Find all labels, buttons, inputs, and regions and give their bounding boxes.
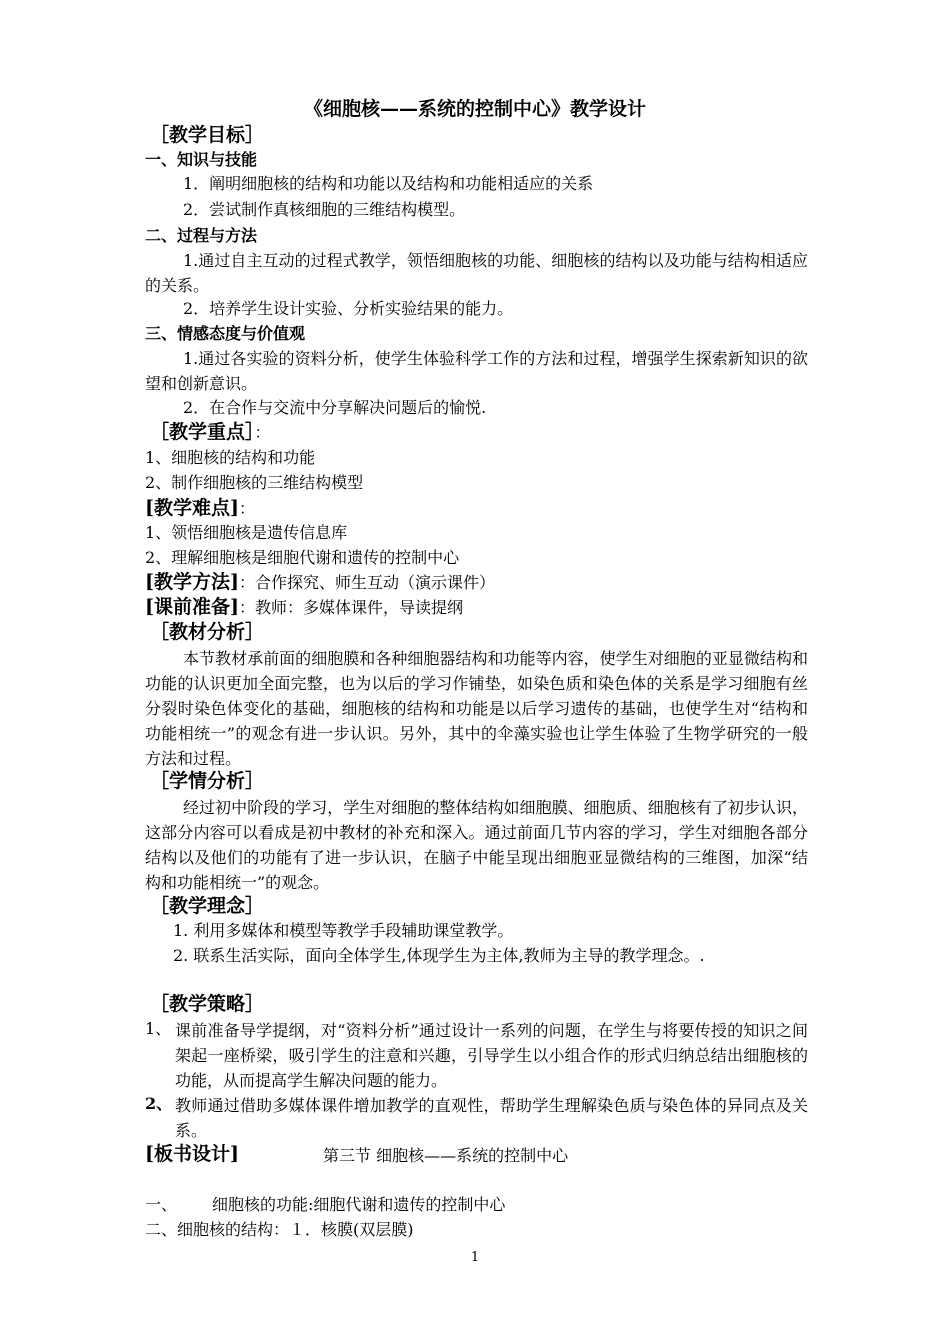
knowledge-item-2: 2．尝试制作真核细胞的三维结构模型。	[183, 200, 466, 219]
preparation-text: ：教师：多媒体课件，导读提纲	[238, 598, 463, 617]
section-heading-methods: [教学方法]	[145, 571, 239, 593]
concept-item-2: 2. 联系生活实际，面向全体学生,体现学生为主体,教师为主导的教学理念。.	[173, 946, 705, 965]
methods-text: ：合作探究、师生互动（演示课件）	[238, 573, 495, 592]
strategy-item-2: 教师通过借助多媒体课件增加教学的直观性，帮助学生理解染色质与染色体的异同点及关系。	[175, 1096, 808, 1140]
difficulties-heading-line	[145, 497, 255, 520]
textbook-analysis-text: 本节教材承前面的细胞膜和各种细胞器结构和功能等内容，使学生对细胞的亚显微结构和功能的认识更加全面完整，也为以后的学习作铺垫，如染色质和染色体的关系是学习细胞有丝分裂时染色体变化的基础，细胞核的结构和功能是以后学习遗传的基础，也使学生对“结构和功能相统一”的观念有进一步认识。另外，其中的伞藻实验也让学生体验了生物学研究的一般方法和过程。	[145, 649, 808, 768]
board-item-1: 细胞核的功能:细胞代谢和遗传的控制中心	[212, 1195, 506, 1214]
student-analysis-text: 经过初中阶段的学习，学生对细胞的整体结构如细胞膜、细胞质、细胞核有了初步认识，这部分内容可以看成是初中教材的补充和深入。通过前面几节内容的学习，学生对细胞各部分结构以及他们的功能有了进一步认识，在脑子中能呈现出细胞亚显微结构的三维图，加深“结构和功能相统一”的观念。	[145, 798, 808, 892]
strategy-num-2: 2、	[145, 1094, 173, 1113]
section-heading-key-points: ［教学重点］	[150, 421, 255, 443]
difficulty-1: 1、领悟细胞核是遗传信息库	[145, 523, 348, 542]
board-item-2: 二、细胞核的结构：１．核膜(双层膜)	[145, 1220, 414, 1239]
section-heading-board: [板书设计]	[145, 1143, 239, 1165]
key-points-colon: ：	[254, 423, 271, 442]
difficulties-colon: ：	[238, 499, 255, 518]
knowledge-item-1: 1．阐明细胞核的结构和功能以及结构和功能相适应的关系	[183, 174, 594, 193]
subheading-emotion: 三、情感态度与价值观	[145, 324, 306, 343]
section-heading-difficulties: [教学难点]	[145, 497, 239, 519]
page-number: 1	[470, 1250, 480, 1265]
section-heading-preparation: [课前准备]	[145, 596, 239, 618]
strategy-item-1: 课前准备导学提纲，对“资料分析”通过设计一系列的问题，在学生与将要传授的知识之间架起一座桥梁，吸引学生的注意和兴趣，引导学生以小组合作的形式归纳总结出细胞核的功能，从而提高学生解决问题的能力。	[175, 1021, 808, 1090]
board-subtitle: 第三节 细胞核——系统的控制中心	[323, 1146, 569, 1165]
process-item-1: 1.通过自主互动的过程式教学，领悟细胞核的功能、细胞核的结构以及功能与结构相适应的关系。	[145, 251, 808, 295]
document-title: 《细胞核——系统的控制中心》教学设计	[303, 98, 646, 120]
key-point-2: 2、制作细胞核的三维结构模型	[145, 473, 364, 492]
section-heading-concept: ［教学理念］	[150, 895, 265, 917]
strategy-num-1: 1、	[145, 1019, 172, 1038]
section-heading-students: ［学情分析］	[150, 770, 265, 792]
methods-line	[145, 571, 495, 594]
key-points-heading-line	[150, 421, 271, 444]
board-item-1-number: 一、	[145, 1195, 178, 1214]
process-item-2: 2．培养学生设计实验、分析实验结果的能力。	[183, 299, 514, 318]
subheading-process: 二、过程与方法	[145, 226, 258, 245]
key-point-1: 1、细胞核的结构和功能	[145, 448, 316, 467]
section-heading-textbook: ［教材分析］	[150, 621, 265, 643]
preparation-line	[145, 596, 463, 619]
emotion-item-1: 1.通过各实验的资料分析，使学生体验科学工作的方法和过程，增强学生探索新知识的欲望和创新意识。	[145, 349, 808, 393]
concept-item-1: 1. 利用多媒体和模型等教学手段辅助课堂教学。	[173, 921, 514, 940]
subheading-knowledge: 一、知识与技能	[145, 150, 258, 169]
section-heading-goals: ［教学目标］	[150, 124, 265, 146]
section-heading-strategy: ［教学策略］	[150, 993, 265, 1015]
difficulty-2: 2、理解细胞核是细胞代谢和遗传的控制中心	[145, 548, 460, 567]
emotion-item-2: 2．在合作与交流中分享解决问题后的愉悦.	[183, 398, 487, 417]
